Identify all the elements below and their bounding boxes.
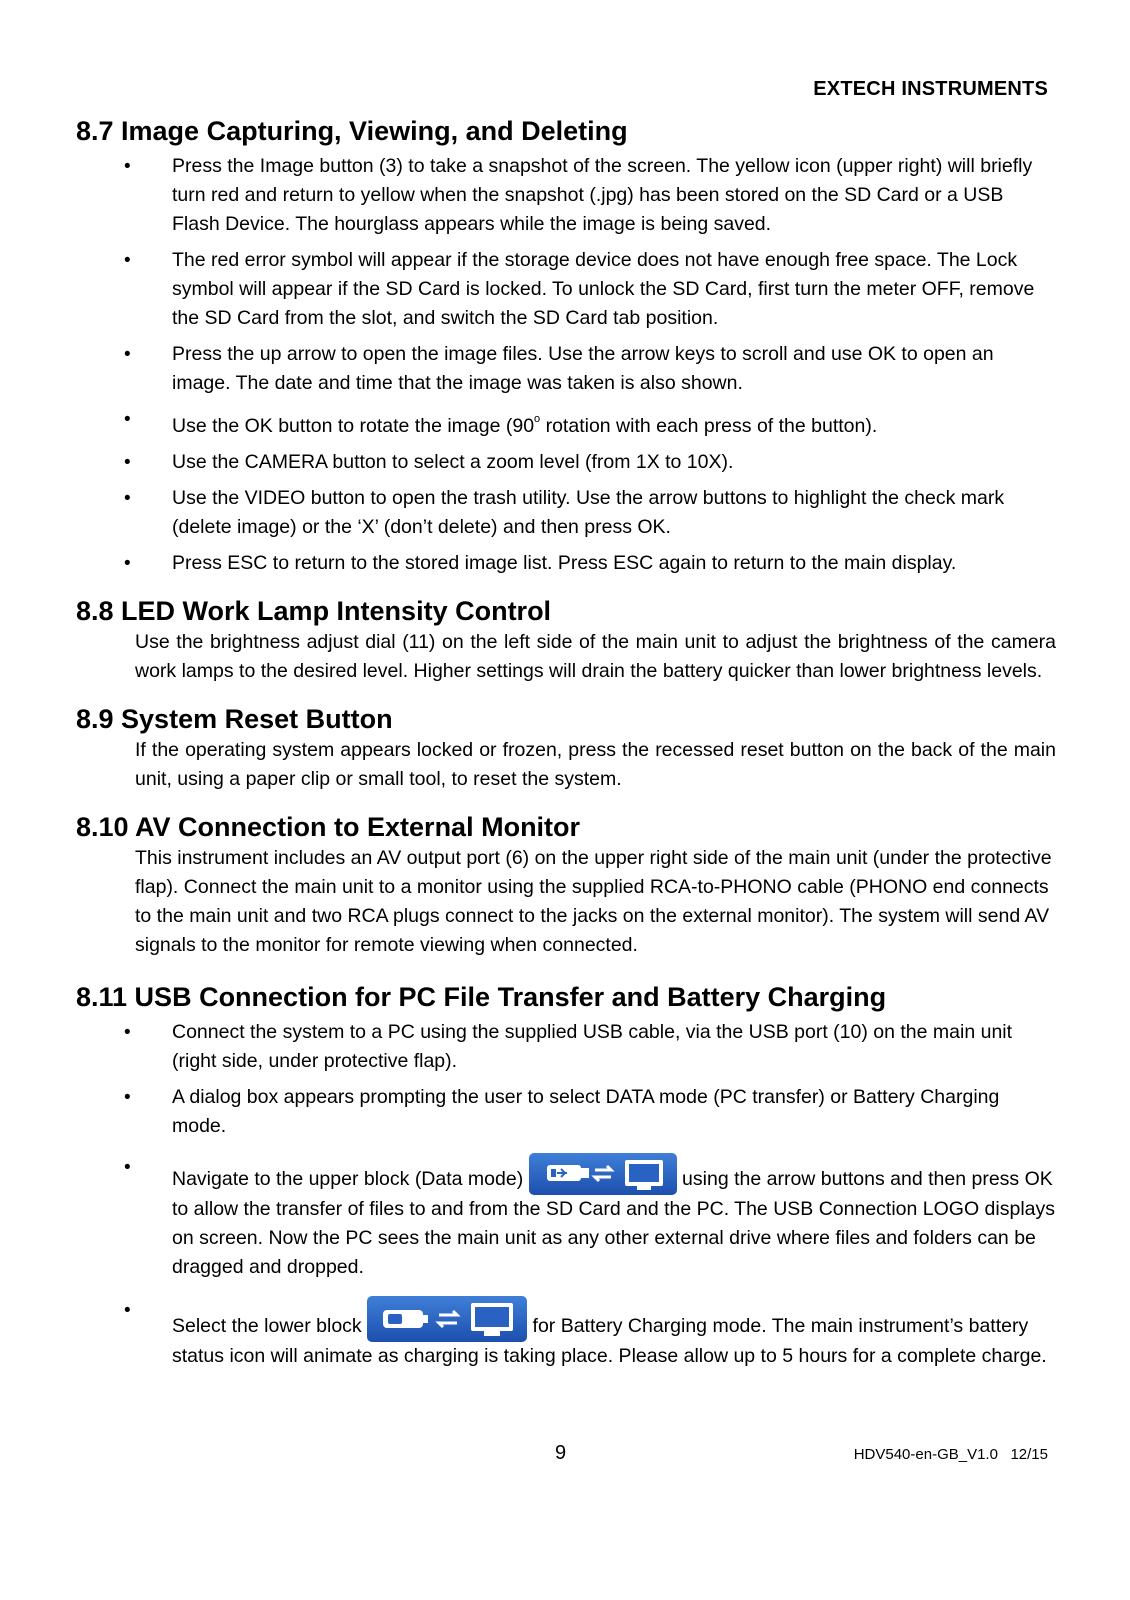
content: [76, 114, 1056, 1378]
list-item: • Select the lower block for Battery Charging mode. The main instrument’s battery status icon will animate as charging is taking place. Please allow up to 5 hours for a complete charge.: [76, 1296, 1056, 1371]
bullet-icon: •: [124, 1157, 131, 1178]
battery-to-pc-icon: [367, 1296, 527, 1342]
bullet-icon: •: [124, 1087, 131, 1108]
list-item: • A dialog box appears prompting the user to select DATA mode (PC transfer) or Battery Charging mode.: [76, 1083, 1056, 1141]
list-item: • Use the VIDEO button to open the trash utility. Use the arrow buttons to highlight the check mark (delete image) or the ‘X’ (don’t delete) and then press OK.: [76, 484, 1056, 542]
section-8-7: [76, 114, 1056, 578]
bullet-list: [76, 152, 1056, 578]
bullet-icon: •: [124, 553, 131, 574]
section-title: 8.8 LED Work Lamp Intensity Control: [76, 596, 552, 626]
page-number: 9: [555, 1442, 567, 1464]
bullet-icon: •: [124, 488, 131, 509]
list-item: • Navigate to the upper block (Data mode) using the arrow buttons and then press OK to allow the transfer of files to and from the SD Card and the PC. The USB Connection LOGO displays on screen. Now the PC sees the main unit as any other external drive where files and folders can be dragged and dropped.: [76, 1153, 1056, 1282]
section-body: Use the brightness adjust dial (11) on the left side of the main unit to adjust the brightness of the camera work lamps to the desired level. Higher settings will drain the battery quicker than lower brightness levels.: [135, 631, 1056, 682]
list-item: • The red error symbol will appear if the storage device does not have enough free space. The Lock symbol will appear if the SD Card is locked. To unlock the SD Card, first turn the meter OFF, remove the SD Card from the slot, and switch the SD Card tab position.: [76, 246, 1056, 333]
section-8-10: [76, 810, 1056, 960]
document-version: HDV540-en-GB_V1.0 12/15: [853, 1446, 1048, 1463]
bullet-list: [76, 1018, 1056, 1371]
section-title: 8.10 AV Connection to External Monitor: [76, 812, 581, 842]
list-item: • Press the Image button (3) to take a snapshot of the screen. The yellow icon (upper right) will briefly turn red and return to yellow when the snapshot (.jpg) has been stored on the SD Card or a USB Flash Device. The hourglass appears while the image is being saved.: [76, 152, 1056, 239]
degree-superscript: o: [534, 413, 541, 425]
section-body: If the operating system appears locked or frozen, press the recessed reset button on the back of the main unit, using a paper clip or small tool, to reset the system.: [135, 739, 1056, 790]
section-8-11: [76, 980, 1056, 1371]
list-item: • Press the up arrow to open the image files. Use the arrow keys to scroll and use OK to open an image. The date and time that the image was taken is also shown.: [76, 340, 1056, 398]
bullet-icon: •: [124, 250, 131, 271]
section-title: 8.9 System Reset Button: [76, 704, 393, 734]
section-8-8: [76, 594, 1056, 686]
usb-to-pc-icon: [529, 1153, 677, 1195]
bullet-icon: •: [124, 156, 131, 177]
bullet-icon: •: [124, 1022, 131, 1043]
bullet-icon: •: [124, 1300, 131, 1321]
list-item: • Use the OK button to rotate the image (90$^o$ rotation with each press of the button).: [76, 405, 1056, 441]
company-header: EXTECH INSTRUMENTS: [813, 78, 1048, 100]
list-item: • Use the CAMERA button to select a zoom level (from 1X to 10X).: [76, 448, 1056, 477]
section-8-9: [76, 702, 1056, 794]
section-title: 8.11 USB Connection for PC File Transfer and Battery Charging: [76, 982, 887, 1012]
section-title: 8.7 Image Capturing, Viewing, and Deleting: [76, 116, 628, 146]
section-body: This instrument includes an AV output port (6) on the upper right side of the main unit (under the protective flap). Connect the main unit to a monitor using the supplied RCA-to-PHONO cable (PHONO end connects to the main unit and two RCA plugs connect to the jacks on the external monitor). The system will send AV signals to the monitor for remote viewing when connected.: [135, 847, 1052, 956]
list-item: • Connect the system to a PC using the supplied USB cable, via the USB port (10) on the main unit (right side, under protective flap).: [76, 1018, 1056, 1076]
list-item: • Press ESC to return to the stored image list. Press ESC again to return to the main display.: [76, 549, 1056, 578]
bullet-icon: •: [124, 344, 131, 365]
bullet-icon: •: [124, 452, 131, 473]
bullet-icon: •: [124, 409, 131, 430]
